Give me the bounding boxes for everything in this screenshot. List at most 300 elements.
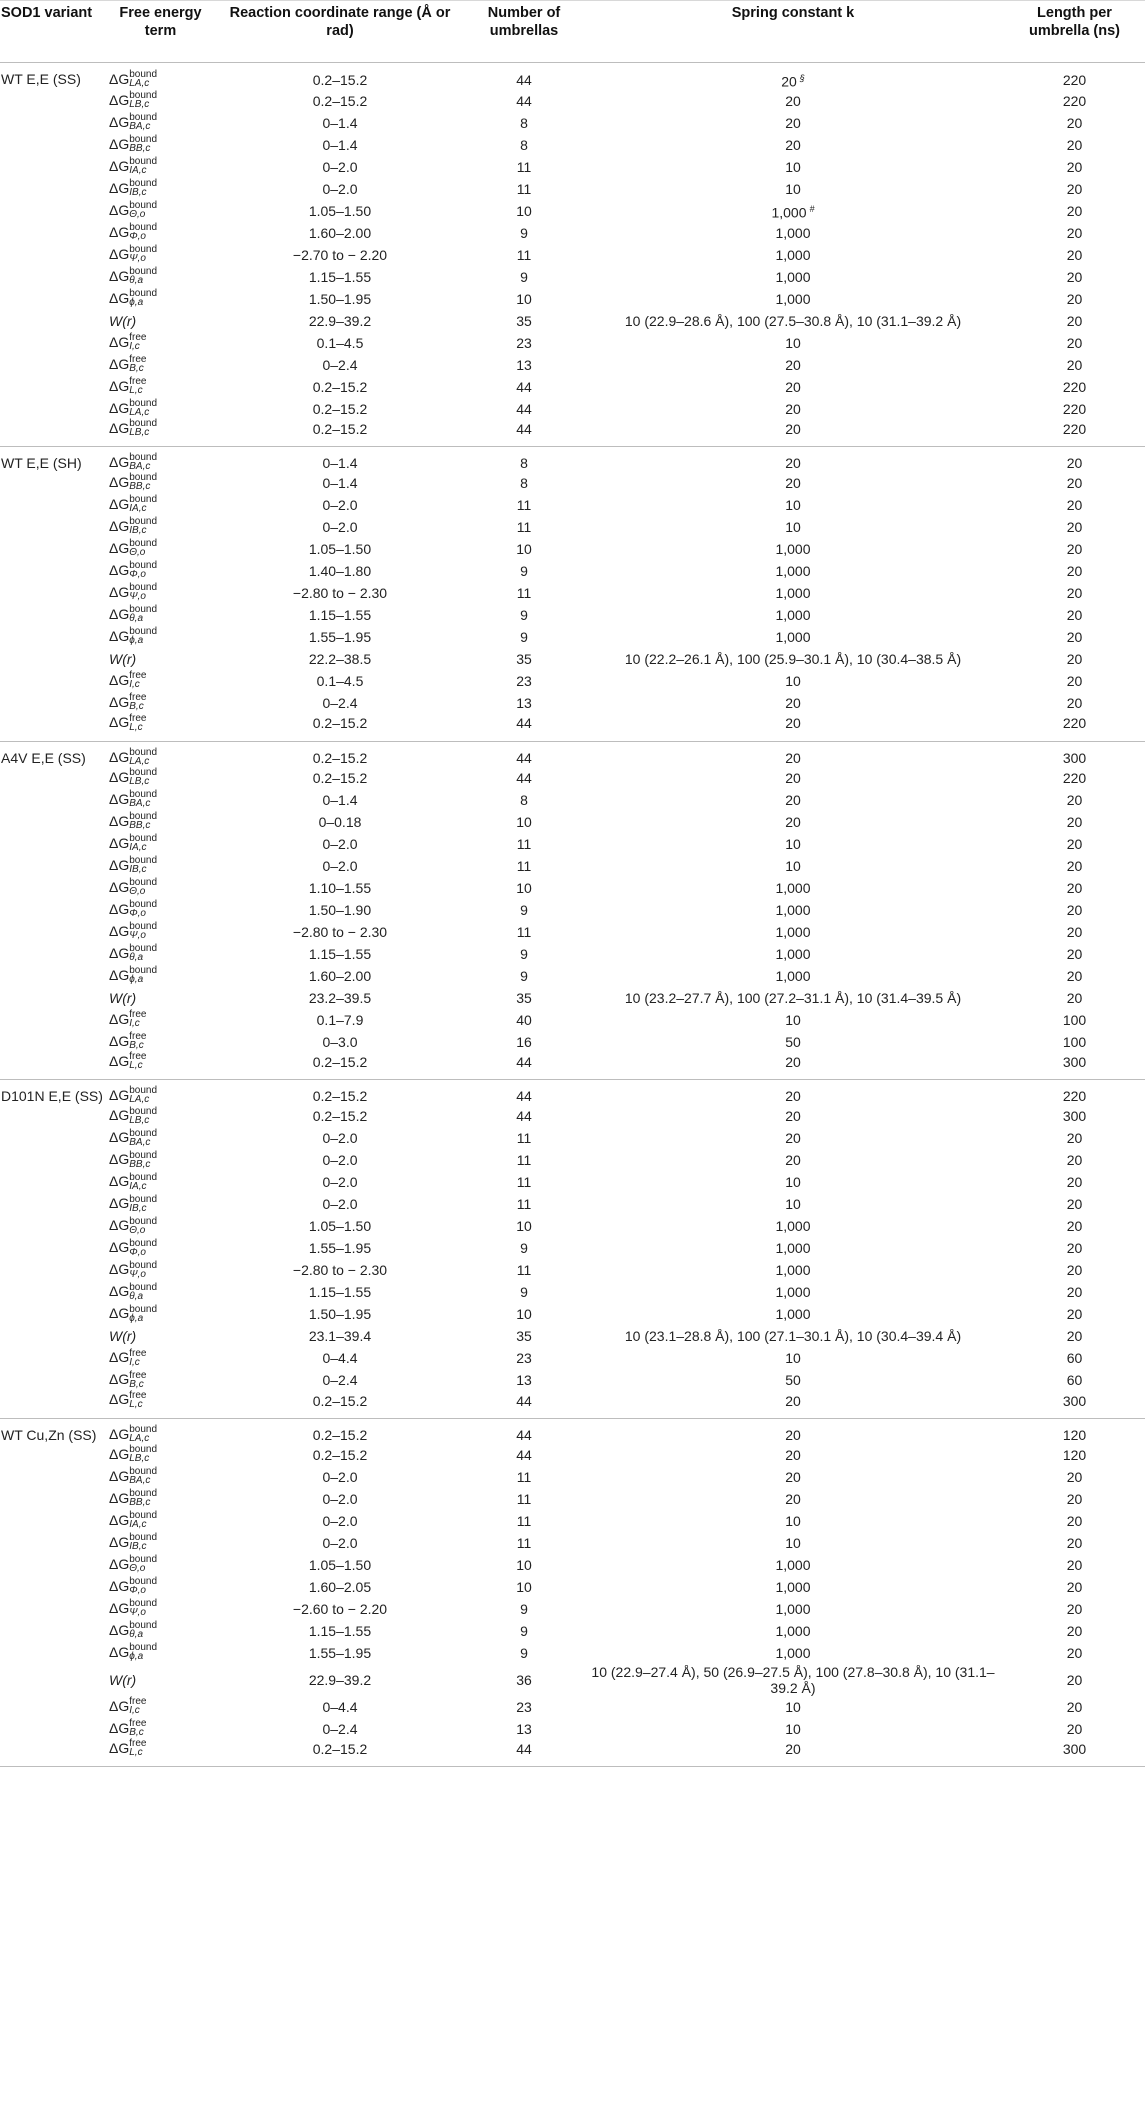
free-energy-term [107,1391,214,1418]
term-scripts [129,561,157,579]
free-energy-term [107,222,214,244]
umbrellas-cell: 13 [516,695,532,712]
table-row [0,178,1145,200]
free-energy-term [107,1598,214,1620]
term-scripts [129,1107,157,1125]
free-energy-term [107,1149,214,1171]
table-row [0,811,1145,833]
term-superscript: bound [129,1444,158,1456]
range-cell: 1.50–1.90 [308,901,372,918]
spring-constant-cell [582,855,1004,877]
length-cell: 20 [1066,114,1083,131]
term-symbol: ΔG [109,267,130,284]
term-scripts [129,1599,157,1617]
spring-constant-cell [582,741,1004,767]
spring-constant-value: 20 [785,92,801,109]
range-cell: 0–1.4 [322,791,358,808]
length-cell: 20 [1066,1130,1083,1147]
spring-constant-cell [582,63,1004,90]
term-scripts [129,70,157,88]
spring-constant-cell [582,1303,1004,1325]
range-cell: 0.2–15.2 [312,71,368,88]
term-subscript: IA,c [129,164,147,176]
length-cell: 20 [1066,455,1083,472]
term-subscript: LA,c [129,1094,150,1106]
term-scripts [129,1239,157,1257]
free-energy-term [107,398,214,420]
spring-constant-value: 20 [785,475,801,492]
free-energy-term [107,1171,214,1193]
length-cell: 20 [1066,989,1083,1006]
term-superscript: free [129,692,147,704]
range-cell: 0–2.0 [322,1130,358,1147]
spring-constant-value: 1,000 [775,879,811,896]
term-superscript: free [129,375,147,387]
length-cell: 20 [1066,246,1083,263]
umbrellas-cell: 10 [516,202,532,219]
spring-constant-cell [582,1696,1004,1718]
umbrellas-cell: 11 [516,1174,532,1191]
term-scripts [129,1129,157,1147]
spring-constant-value: 20 [785,1152,801,1169]
term-symbol: ΔG [109,157,130,174]
length-cell: 20 [1066,1284,1083,1301]
table-row [0,1171,1145,1193]
term-symbol: ΔG [109,1239,130,1256]
table-row [0,1031,1145,1053]
spring-constant-value: 1,000 [775,629,811,646]
free-energy-term [107,582,214,604]
spring-constant-value: 10 (22.2–26.1 Å), 100 (25.9–30.1 Å), 10 (30.4–38.5 Å) [624,651,962,668]
free-energy-term [107,1444,214,1466]
spring-constant-value: 10 [785,1174,801,1191]
table-row [0,1418,1145,1444]
spring-constant-cell [582,244,1004,266]
spring-constant-cell [582,1466,1004,1488]
range-cell: 1.60–2.05 [308,1579,372,1596]
table-row [0,1105,1145,1127]
range-cell: 0–2.0 [322,1513,358,1530]
term-scripts [129,1032,146,1050]
term-scripts [129,473,157,491]
free-energy-term [107,1696,214,1718]
length-cell: 20 [1066,923,1083,940]
range-cell: −2.70 to − 2.20 [292,246,388,263]
term-symbol: ΔG [109,628,130,645]
spring-constant-value: 10 [785,1721,801,1738]
spring-constant-cell [582,310,1004,332]
term-subscript: BB,c [129,819,151,831]
umbrellas-cell: 44 [516,400,532,417]
term-scripts [129,267,157,285]
spring-constant-value: 10 [785,519,801,536]
spring-constant-value: 20 [785,114,801,131]
table-row [0,714,1145,741]
spring-constant-value: 20 [785,749,801,766]
term-symbol: ΔG [109,201,130,218]
term-symbol: ΔG [109,1425,130,1442]
term-subscript: BA,c [129,461,151,473]
umbrellas-cell: 11 [516,1152,532,1169]
spring-constant-cell [582,877,1004,899]
spring-constant-value: 20 [785,378,801,395]
free-energy-term [107,1080,214,1106]
term-superscript: bound [129,68,158,80]
length-cell: 20 [1066,695,1083,712]
free-energy-term [107,494,214,516]
term-scripts [129,856,157,874]
spring-constant-cell [582,420,1004,447]
term-scripts [129,1445,157,1463]
range-cell: 1.40–1.80 [308,563,372,580]
term-superscript: bound [129,287,158,299]
term-superscript: bound [129,1510,158,1522]
range-cell: 0.2–15.2 [312,1053,368,1070]
term-superscript: bound [129,898,158,910]
term-subscript: L,c [129,384,143,396]
term-symbol: ΔG [109,672,130,689]
umbrellas-cell: 11 [516,1513,532,1530]
spring-constant-cell [582,398,1004,420]
term-scripts [129,1173,157,1191]
free-energy-term [107,1554,214,1576]
term-symbol: ΔG [109,1740,130,1757]
umbrellas-cell: 9 [520,1240,528,1257]
term-symbol: ΔG [109,1621,130,1638]
term-superscript: bound [129,1237,158,1249]
spring-constant-cell [582,1532,1004,1554]
spring-constant-value: 1,000 [775,1284,811,1301]
table-row [0,112,1145,134]
umbrellas-cell: 11 [516,835,532,852]
spring-constant-value: 1,000 [775,1579,811,1596]
spring-constant-cell [582,1488,1004,1510]
term-scripts [129,1283,157,1301]
term-subscript: IB,c [129,1202,147,1214]
term-scripts [129,1643,157,1661]
term-symbol: ΔG [109,518,130,535]
term-symbol: ΔG [109,377,130,394]
range-cell: 1.15–1.55 [308,945,372,962]
free-energy-term [107,1532,214,1554]
table-row [0,855,1145,877]
spring-constant-cell [582,1215,1004,1237]
free-energy-term [107,714,214,741]
length-cell: 20 [1066,497,1083,514]
term-scripts [129,517,157,535]
umbrellas-cell: 8 [520,136,528,153]
term-superscript: free [129,1696,147,1708]
spring-constant-value: 1,000 [775,290,811,307]
term-scripts [129,812,157,830]
term-scripts [129,539,157,557]
spring-constant-value: 10 [785,1011,801,1028]
table-row [0,670,1145,692]
term-scripts [129,1467,157,1485]
term-subscript: Θ,o [129,1224,146,1236]
term-subscript: θ,a [129,1629,144,1641]
term-superscript: bound [129,221,158,233]
term-subscript: Ψ,o [129,252,146,264]
term-symbol: ΔG [109,245,130,262]
term-subscript: B,c [129,362,144,374]
spring-constant-value: 20 [785,1053,801,1070]
term-superscript: bound [129,1215,158,1227]
term-subscript: L,c [129,1747,143,1759]
term-superscript: bound [129,133,158,145]
length-cell: 20 [1066,1469,1083,1486]
spring-constant-cell [582,1149,1004,1171]
umbrellas-cell: 8 [520,475,528,492]
spring-constant-cell [582,538,1004,560]
term-symbol: ΔG [109,1577,130,1594]
term-scripts [129,900,157,918]
length-cell: 20 [1066,857,1083,874]
free-energy-term [107,1259,214,1281]
free-energy-term [107,63,214,90]
term-scripts [129,790,157,808]
range-cell: 1.50–1.95 [308,1306,372,1323]
length-cell: 220 [1062,420,1087,437]
table-row [0,1347,1145,1369]
term-scripts [129,693,146,711]
spring-constant-value: 1,000 [771,204,807,221]
term-scripts [129,627,157,645]
term-superscript: free [129,1718,147,1730]
term-subscript: LB,c [129,98,150,110]
table-row [0,1598,1145,1620]
term-symbol: ΔG [109,1371,130,1388]
free-energy-term [107,1105,214,1127]
table-row [0,1009,1145,1031]
term-scripts [129,1511,157,1529]
spring-constant-value: 10 [785,158,801,175]
term-scripts [129,878,157,896]
table-row [0,1466,1145,1488]
term-scripts [129,1533,157,1551]
term-subscript: BB,c [129,142,151,154]
spring-constant-value: 20 [785,420,801,437]
length-cell: 20 [1066,1579,1083,1596]
term-superscript: bound [129,1259,158,1271]
spring-constant-value: 50 [785,1372,801,1389]
free-energy-term [107,877,214,899]
table-row [0,1259,1145,1281]
table-row [0,1532,1145,1554]
term-superscript: bound [129,582,158,594]
length-cell: 20 [1066,312,1083,329]
spring-constant-value: 10 [785,1535,801,1552]
umbrellas-cell: 9 [520,1645,528,1662]
length-cell: 20 [1066,356,1083,373]
term-scripts [129,419,157,437]
term-superscript: bound [129,746,158,758]
spring-constant-value: 10 (23.1–28.8 Å), 100 (27.1–30.1 Å), 10 (30.4–39.4 Å) [624,1328,962,1345]
umbrellas-cell: 35 [516,651,532,668]
term-superscript: bound [129,177,158,189]
range-cell: 0–4.4 [322,1699,358,1716]
term-subscript: θ,a [129,951,144,963]
range-cell: 0–1.4 [322,114,358,131]
spring-constant-value: 1,000 [775,585,811,602]
spring-constant-value: 1,000 [775,1306,811,1323]
range-cell: 1.15–1.55 [308,268,372,285]
length-cell: 20 [1066,1328,1083,1345]
range-cell: 0.2–15.2 [312,400,368,417]
term-subscript: Θ,o [129,885,146,897]
free-energy-term [107,332,214,354]
spring-constant-value: 10 [785,1513,801,1530]
free-energy-term [107,855,214,877]
free-energy-term [107,200,214,222]
range-cell: 0–2.0 [322,158,358,175]
spring-constant-value: 20 [785,1108,801,1125]
free-energy-term [107,670,214,692]
length-cell: 20 [1066,268,1083,285]
free-energy-term [107,90,214,112]
term-subscript: BA,c [129,797,151,809]
free-energy-term [107,446,214,472]
term-subscript: θ,a [129,274,144,286]
spring-constant-cell [582,714,1004,741]
term-subscript: LA,c [129,406,150,418]
spring-constant-cell [582,987,1004,1009]
variant-cell: D101N E,E (SS) [1,1088,103,1105]
term-subscript: LB,c [129,1114,150,1126]
spring-constant-cell [582,1444,1004,1466]
umbrellas-cell: 44 [516,1108,532,1125]
table-row [0,943,1145,965]
umbrellas-cell: 9 [520,607,528,624]
spring-constant-value: 1,000 [775,1601,811,1618]
free-energy-term [107,789,214,811]
term-superscript: bound [129,265,158,277]
umbrellas-cell: 35 [516,312,532,329]
spring-constant-cell [582,1237,1004,1259]
free-energy-term [107,1369,214,1391]
free-energy-term [107,1466,214,1488]
spring-constant-cell [582,921,1004,943]
umbrellas-cell: 11 [516,180,532,197]
free-energy-term [107,1664,214,1696]
spring-constant-cell [582,1193,1004,1215]
term-subscript: Ψ,o [129,1607,146,1619]
term-scripts [129,1305,157,1323]
spring-constant-cell [582,1259,1004,1281]
table-row [0,1444,1145,1466]
table-row [0,1127,1145,1149]
spring-constant-value: 20 [785,1130,801,1147]
term-symbol: ΔG [109,1195,130,1212]
free-energy-term [107,516,214,538]
term-symbol: ΔG [109,878,130,895]
term-subscript: I,c [129,679,140,691]
term-subscript: Ψ,o [129,1268,146,1280]
umbrellas-cell: 10 [516,1306,532,1323]
term-subscript: I,c [129,340,140,352]
spring-constant-value: 10 [785,835,801,852]
free-energy-term [107,288,214,310]
spring-constant-value: 20 [781,73,797,90]
term-symbol: ΔG [109,1349,130,1366]
term-superscript: free [129,331,147,343]
spring-constant-cell [582,1576,1004,1598]
term-scripts [129,453,157,471]
term-subscript: Ψ,o [129,929,146,941]
range-cell: 0.2–15.2 [312,1447,368,1464]
spring-constant-cell [582,134,1004,156]
term-subscript: LB,c [129,1453,150,1465]
umbrellas-cell: 11 [516,158,532,175]
free-energy-term [107,1740,214,1767]
range-cell: 0.2–15.2 [312,1392,368,1409]
table-row [0,921,1145,943]
length-cell: 20 [1066,1491,1083,1508]
umbrellas-cell: 10 [516,290,532,307]
spring-constant-cell [582,582,1004,604]
term-subscript: Ψ,o [129,591,146,603]
spring-constant-value: 1,000 [775,541,811,558]
table-row [0,494,1145,516]
term-superscript: bound [129,199,158,211]
umbrellas-cell: 9 [520,224,528,241]
term-subscript: ϕ,a [129,296,144,308]
table-row [0,741,1145,767]
term-scripts [129,1577,157,1595]
spring-constant-value: 20 [785,791,801,808]
range-cell: 22.9–39.2 [308,1672,372,1689]
range-cell: 0.2–15.2 [312,420,368,437]
length-cell: 60 [1066,1350,1083,1367]
variant-cell: WT E,E (SH) [1,454,82,471]
spring-constant-cell [582,1127,1004,1149]
free-energy-term [107,538,214,560]
term-symbol: ΔG [109,694,130,711]
free-energy-term [107,560,214,582]
spring-constant-value: 20 [785,1491,801,1508]
variant-cell: WT E,E (SS) [1,71,81,87]
term-superscript: bound [129,1303,158,1315]
term-subscript: I,c [129,1017,140,1029]
term-scripts [129,1425,157,1443]
variant-cell: WT Cu,Zn (SS) [1,1426,97,1443]
table-row [0,965,1145,987]
term-subscript: B,c [129,1727,144,1739]
range-cell: 0–2.0 [322,180,358,197]
length-cell: 20 [1066,835,1083,852]
free-energy-term [107,1127,214,1149]
term-scripts [129,245,157,263]
term-scripts [129,714,146,732]
range-cell: 1.05–1.50 [308,541,372,558]
range-cell: −2.60 to − 2.20 [292,1601,388,1618]
term-superscript: bound [129,560,158,572]
term-scripts [129,1697,146,1715]
range-cell: 1.55–1.95 [308,629,372,646]
length-cell: 20 [1066,1152,1083,1169]
range-cell: 1.60–2.00 [308,967,372,984]
term-symbol: ΔG [109,113,130,130]
free-energy-term [107,472,214,494]
term-symbol: ΔG [109,399,130,416]
range-cell: 0–2.0 [322,519,358,536]
spring-constant-cell [582,965,1004,987]
spring-constant-value: 50 [785,1033,801,1050]
term-subscript: BB,c [129,481,151,493]
umbrellas-cell: 11 [516,497,532,514]
free-energy-term [107,354,214,376]
length-cell: 220 [1062,769,1087,786]
